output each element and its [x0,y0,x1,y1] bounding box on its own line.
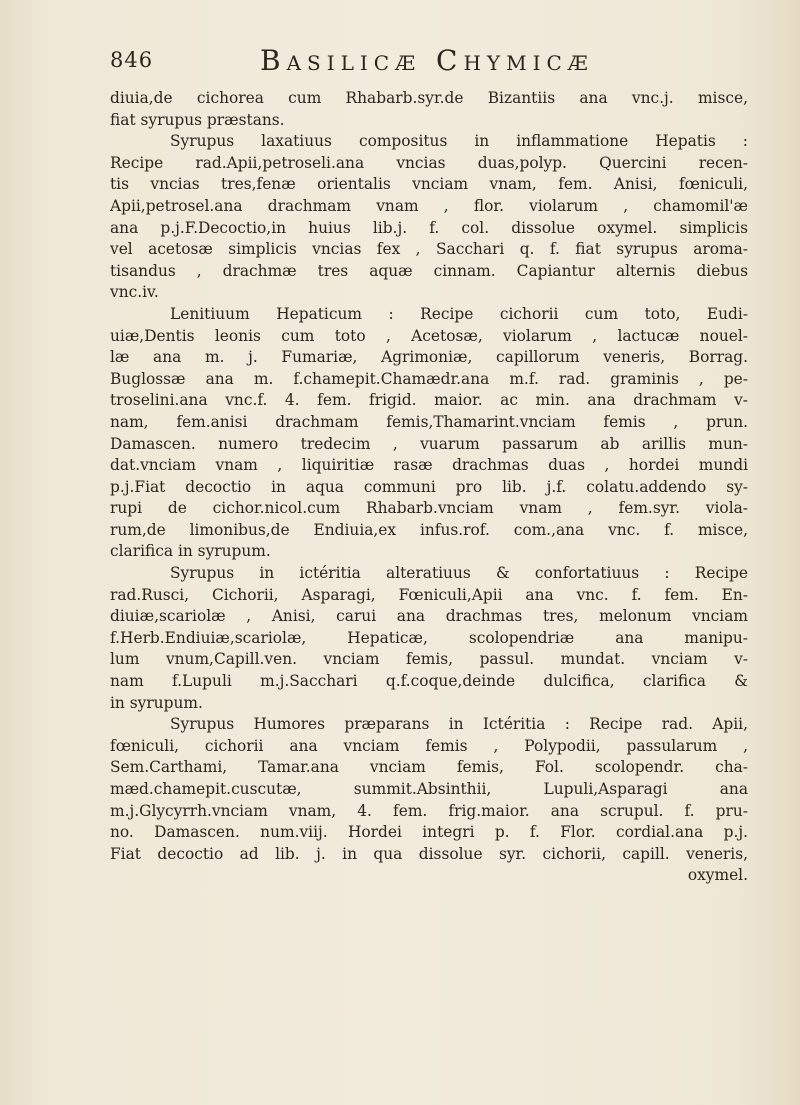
text-line: nam f.Lupuli m.j.Sacchari q.f.coque,deinde dulcifica, clarifica & [110,672,748,691]
text-line: Syrupus laxatiuus compositus in inflammatione Hepatis : [170,132,748,151]
page-number: 846 [110,48,154,72]
text-line: rad.Rusci, Cichorii, Asparagi, Fœniculi,Apii ana vnc. f. fem. En- [110,585,748,604]
text-line: Sem.Carthami, Tamar.ana vnciam femis, Fol. scolopendr. cha- [110,758,748,777]
text-line: Damascen. numero tredecim , vuarum passarum ab arillis mun- [110,434,748,453]
text-line: no. Damascen. num.viij. Hordei integri p. f. Flor. cordial.ana p.j. [110,823,748,842]
text-line: dat.vnciam vnam , liquiritiæ rasæ drachmas duas , hordei mundi [110,456,748,475]
text-line: vnc.iv. [110,283,159,302]
text-line: lum vnum,Capill.ven. vnciam femis, passul. mundat. vnciam v- [110,650,748,669]
text-line: oxymel. [687,866,748,885]
text-line: in syrupum. [110,693,203,712]
text-line: diuia,de cichorea cum Rhabarb.syr.de Bizantiis ana vnc.j. misce, [110,89,748,107]
text-line: rum,de limonibus,de Endiuia,ex infus.rof. com.,ana vnc. f. misce, [110,520,748,539]
text-line: fœniculi, cichorii ana vnciam femis , Polypodii, passularum , [110,736,748,755]
text-line: nam, fem.anisi drachmam femis,Thamarint.vnciam femis , prun. [110,412,748,431]
text-line: m.j.Glycyrrh.vnciam vnam, 4. fem. frig.maior. ana scrupul. f. pru- [110,801,748,820]
text-line: Recipe rad.Apii,petroseli.ana vncias duas,polyp. Quercini recen- [110,153,748,172]
text-line: diuiæ,scariolæ , Anisi, carui ana drachmas tres, melonum vnciam [110,607,748,626]
text-line: fiat syrupus præstans. [110,110,285,129]
text-line: tisandus , drachmæ tres aquæ cinnam. Capiantur alternis diebus [110,261,748,280]
text-line: f.Herb.Endiuiæ,scariolæ, Hepaticæ, scolopendriæ ana manipu- [110,628,748,647]
page-header [110,44,750,78]
text-line: Syrupus Humores præparans in Ictéritia : Recipe rad. Apii, [170,715,748,734]
text-line: rupi de cichor.nicol.cum Rhabarb.vnciam vnam , fem.syr. viola- [110,499,748,518]
text-line: læ ana m. j. Fumariæ, Agrimoniæ, capillorum veneris, Borrag. [110,348,748,367]
text-line: Lenitiuum Hepaticum : Recipe cichorii cum toto, Eudi- [170,304,748,323]
text-line: clarifica in syrupum. [110,542,271,561]
text-line: mæd.chamepit.cuscutæ, summit.Absinthii, Lupuli,Asparagi ana [110,780,748,798]
text-line: uiæ,Dentis leonis cum toto , Acetosæ, violarum , lactucæ nouel- [110,326,748,345]
text-line: Buglossæ ana m. f.chamepit.Chamædr.ana m.f. rad. graminis , pe- [110,369,748,388]
text-line: ana p.j.F.Decoctio,in huius lib.j. f. col. dissolue oxymel. simplicis [110,218,748,237]
text-line: Fiat decoctio ad lib. j. in qua dissolue syr. cichorii, capill. veneris, [110,844,748,863]
running-head: Basilicæ Chymicæ [260,44,594,77]
text-line: Apii,petrosel.ana drachmam vnam , flor. violarum , chamomil'æ [110,196,748,215]
text-line: Syrupus in ictéritia alteratiuus & confortatiuus : Recipe [170,564,748,583]
text-line: vel acetosæ simplicis vncias fex , Sacchari q. f. fiat syrupus aroma- [110,240,748,259]
text-line: troselini.ana vnc.f. 4. fem. frigid. maior. ac min. ana drachmam v- [110,391,748,410]
body-text [110,88,748,887]
text-line: tis vncias tres,fenæ orientalis vnciam vnam, fem. Anisi, fœniculi, [110,175,748,194]
text-line: p.j.Fiat decoctio in aqua communi pro lib. j.f. colatu.addendo sy- [110,477,748,496]
